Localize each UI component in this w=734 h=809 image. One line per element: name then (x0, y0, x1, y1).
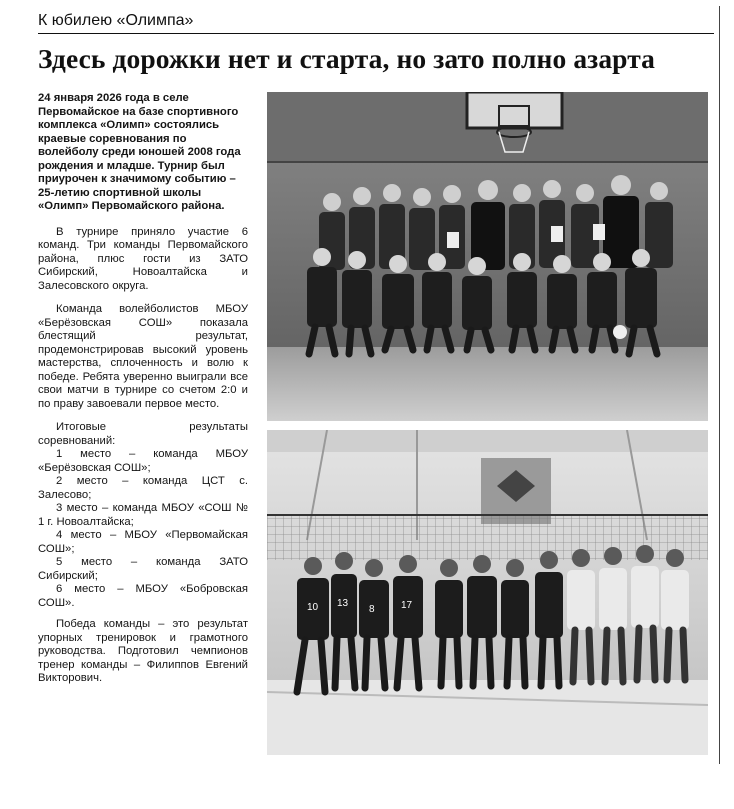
svg-text:10: 10 (307, 602, 319, 613)
result-item-3: 3 место – команда МБОУ «СОШ № 1 г. Новоалтайска; (38, 502, 248, 528)
article-closing: Победа команды – это результат упорных тренировок и грамотного руководства. Подготовил чемпионов тренер команды – Филиппов Евгений Викторович. (38, 618, 248, 684)
result-item-4: 4 место – МБОУ «Первомайская СОШ»; (38, 529, 248, 555)
results-title: Итоговые результаты соревнований: (38, 421, 248, 447)
article-body (38, 92, 248, 696)
svg-text:8: 8 (369, 604, 375, 615)
result-item-5: 5 место – команда ЗАТО Сибирский; (38, 556, 248, 582)
team-photo-basketball-hoop-group (267, 92, 708, 421)
team-photo-1-image (267, 92, 708, 421)
team-photo-2-image (267, 430, 708, 755)
result-item-2: 2 место – команда ЦСТ с. Залесово; (38, 475, 248, 501)
article-paragraph-2: Команда волейболистов МБОУ «Берёзовская СОШ» показала блестящий результат, продемонстрировав высокий уровень мастерства, сплоченность и волю к победе. Ребята уверенно выиграли все свои матчи в турнире со счетом 2:0 и по праву завоевали первое место. (38, 303, 248, 410)
article-lead: 24 января 2026 года в селе Первомайское на базе спортивного комплекса «Олимп» состоялись краевые соревнования по волейболу среди юношей 2008 года рождения и младше. Турнир был приурочен к значимому событию – 25-летию спортивной школы «Олимп» Первомайского района. (38, 92, 241, 212)
article-paragraph-1: В турнире приняло участие 6 команд. Три команды Первомайского района, плюс гости из ЗАТО Сибирский, Новоалтайска и Залесовского округа. (38, 225, 248, 292)
rubric-label: К юбилею «Олимпа» (38, 12, 194, 29)
article-headline: Здесь дорожки нет и старта, но зато полно азарта (38, 43, 655, 74)
svg-text:13: 13 (337, 598, 349, 609)
team-photo-volleyball-net-group (267, 430, 708, 755)
results-list (38, 421, 248, 610)
column-divider (719, 6, 720, 764)
rubric-underline (38, 33, 714, 34)
result-item-6: 6 место – МБОУ «Бобровская СОШ». (38, 583, 248, 609)
svg-text:17: 17 (401, 600, 413, 611)
result-item-1: 1 место – команда МБОУ «Берёзовская СОШ»; (38, 448, 248, 474)
